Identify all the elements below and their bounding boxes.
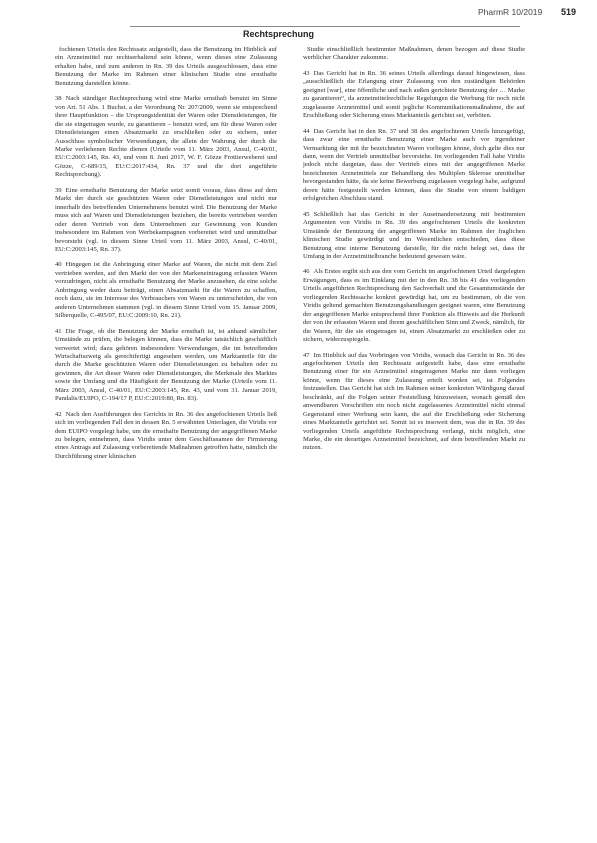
paragraph-text: Im Hinblick auf das Vorbringen von Viridis, wonach das Gericht in Rn. 36 des angefochtenen Urteils den Rechtssatz aufgestellt habe, dass eine ernsthafte Benutzung einer für ein Arzneimittel eingetragenen Marke nur dann vorliegen könne, wenn für dieses eine Zulassung erteilt worden sei, ist Folgendes festzustellen. Das Gericht hat sich im Rahmen seiner konkreten Würdigung darauf beschränkt, auf die Folgen seiner Feststellung hinzuweisen, wonach gemäß den anwendbaren Vorschriften ein noch nicht zugelassenes Arzneimittel nicht einmal Gegenstand einer Werbung sein kann, die auf die Erschließung oder Sicherung eines Marktanteils gerichtet sei. Somit ist es insoweit dem, was die in Rn. 39 des vorliegenden Urteils angeführte Rechtsprechung verlangt, nicht möglich, eine Marke, die ein derartiges Arzneimittel bezeichnet, auf dem betreffenden Markt zu nutzen. [303, 351, 525, 452]
paragraph-text: Die Frage, ob die Benutzung der Marke ernsthaft ist, ist anhand sämtlicher Umstände zu prüfen, die belegen können, dass die Marke tatsächlich geschäftlich verwertet wird; dazu gehören insbesondere Verwendungen, die im betreffenden Wirtschaftszweig als gerechtfertigt angesehen werden, um Marktanteile für die durch die Marke geschützten Waren oder Dienstleistungen zu behalten oder zu gewinnen, die Art dieser Waren oder Dienstleistungen, die Merkmale des Marktes sowie der Umfang und die Häufigkeit der Benutzung der Marke (Urteile vom 11. März 2003, Ansul, C-40/01, EU:C:2003:145, Rn. 43, und vom 31. Januar 2019, Pandalis/EUIPO, C-194/17 P, EU:C:2019:80, Rn. 83). [55, 327, 277, 403]
paragraph [303, 211, 525, 262]
paragraph-text: Studie einschließlich bestimmter Maßnahmen, denen bezogen auf diese Studie werblicher Charakter zukomme. [303, 46, 525, 62]
paragraph [55, 328, 277, 404]
paragraph-number: 38 [55, 95, 62, 103]
paragraph [55, 95, 277, 180]
paragraph-text: Das Gericht hat in den Rn. 37 und 38 des angefochtenen Urteils hinzugefügt, dass zwar eine ernsthafte Benutzung einer Marke auch vor irgendeiner Vermarktung der mit ihr bezeichneten Waren vorliegen könne, doch gelte dies nur dann, wenn der Vertrieb unmittelbar bevorstehe. Im vorliegenden Fall habe Viridis jedoch nicht dargetan, dass der Vertrieb eines mit der angegriffenen Marke bezeichneten Arzneimittels zur Behandlung des Multiplen Sklerose unmittelbar bevorgestanden hätte, da sie keine Bewerbung zugelassen vorgelegt habe, aufgrund deren hätte festgestellt werden können, dass die Studie von einem baldigen erfolgreichen Abschluss stand. [303, 127, 525, 203]
paragraph-number: 39 [55, 186, 62, 194]
paragraph [55, 261, 277, 320]
paragraph-text: Schließlich hat das Gericht in der Auseinandersetzung mit bestimmten Argumenten von Viridis in Rn. 39 des angefochtenen Urteils die konkreten Umstände der Benutzung der angegriffenen Marke im Rahmen der fraglichen klinischen Studie gewürdigt und im Wesentlichen entschieden, dass diese Benutzung eine interne Benutzung darstelle, für die nicht belegt sei, dass ihr Umfang in der Arzneimittelbranche bedeutend gewesen wäre. [303, 210, 525, 260]
paragraph-text: Nach ständiger Rechtsprechung wird eine Marke ernsthaft benutzt im Sinne von Art. 51 Abs. 1 Buchst. a der Verordnung Nr. 207/2009, wenn sie entsprechend ihrer Hauptfunktion – die Ursprungsidentität der Waren oder Dienstleistungen, für die sie eingetragen wurde, zu garantieren – benutzt wird, um für diese Waren oder Dienstleistungen einen Absatzmarkt zu erschließen oder zu sichern, unter Ausschluss symbolischer Verwendungen, die allein der Wahrung der durch die Marke verliehenen Rechte dienen (Urteile vom 11. März 2003, Ansul, C-40/01, EU:C:2003:145, Rn. 43, und vom 8. Juni 2017, W. F. Gözze Frottierweberei und Gözze, C-689/15, EU:C:2017:434, Rn. 37 und die dort angeführte Rechtsprechung). [55, 95, 277, 179]
right-column [303, 46, 525, 460]
paragraph-number: 40 [55, 261, 62, 269]
paragraph-number: 43 [303, 69, 310, 77]
paragraph-text: Das Gericht hat in Rn. 36 seines Urteils allerdings darauf hingewiesen, dass „ausschließlich die Erlangung einer Zulassung von den zuständigen Behörden geeignet [war], eine öffentliche und nach außen gerichtete Benutzung der … Marke zu garantieren“, da arzneimittelrechtliche Regelungen die Werbung für noch nicht zugelassene Arzneimittel und somit jegliche Kommunikationsmaßnahme, die auf Erschließung oder Sicherung eines Marktanteils gerichtet sei, verböten. [303, 69, 525, 120]
paragraph [303, 46, 525, 63]
paragraph-text: Als Erstes ergibt sich aus den vom Gericht im angefochtenen Urteil dargelegten Erwägungen, dass es im Einklang mit der in den Rn. 38 bis 41 des vorliegenden Urteils angeführten Rechtsprechung den Sachverhalt und die Gesamtumstände der vorliegenden Rechtssache konkret gewürdigt hat, um zu bestimmen, ob die von Viridis geltend gemachten Benutzungshandlungen geeignet waren, eine Benutzung der angegriffenen Marke entsprechend ihrer Funktion als Hinweis auf die Herkunft der von ihr erfassten Waren und ihrem geschäftlichen Sinn und Zweck, nämlich, für die Waren, für die sie eingetragen ist, einen Absatzmarkt zu erschließen oder zu sichern, widerzuspiegeln. [303, 268, 525, 344]
paragraph-number: 42 [55, 410, 62, 418]
paragraph-text: Hingegen ist die Anbringung einer Marke auf Waren, die nicht mit dem Ziel vertrieben werden, auf den Markt der von der Markeneintragung erfassten Waren vorzudringen, nicht als ernsthafte Benutzung der Marke anzusehen, da eine solche Anbringung weder dazu beiträgt, einen Absatzmarkt für die Waren zu schaffen, noch dazu, sie im Interesse des Verbrauchers von Waren zu unterscheiden, die von anderen Unternehmen stammen (vgl. in diesem Sinne Urteil vom 15. Januar 2009, Silberquelle, C-495/07, EU:C:2009:10, Rn. 21). [55, 261, 277, 320]
paragraph-text: fochtenen Urteils den Rechtssatz aufgestellt, dass die Benutzung im Hinblick auf ein Arzneimittel nur rechtserhaltend sein könne, wenn dieses eine Zulassung erhalten habe, und zum anderen in Rn. 39 des Urteils ausgeschlossen, dass eine Benutzung der Marke im Rahmen einer klinischen Studie eine ernsthafte Benutzung darstellen könne. [55, 46, 277, 87]
paragraph-number: 44 [303, 127, 310, 135]
header-rule [130, 26, 520, 27]
paragraph-text: Nach den Ausführungen des Gerichts in Rn. 36 des angefochtenen Urteils ließ sich im vorliegenden Fall den in dessen Rn. 5 erwähnten Unterlagen, die Viridis vor dem EUIPO vorgelegt habe, um die ernsthafte Benutzung der angegriffenen Marke zu belegen, entnehmen, dass Viridis unter dem Geschäftsnamen der Firmierung eines Antrags auf Zulassung vorbereitende Maßnahmen getroffen hatte, nämlich die Durchführung einer klinischen [55, 410, 277, 460]
paragraph-number: 41 [55, 327, 62, 335]
paragraph [303, 128, 525, 204]
paragraph [55, 411, 277, 462]
page-number: 519 [561, 7, 577, 17]
paragraph-number: 45 [303, 210, 310, 218]
journal-title: PharmR 10/2019 [478, 7, 543, 17]
paragraph-number: 46 [303, 268, 310, 276]
section-title: Rechtsprechung [243, 29, 315, 39]
paragraph-number: 47 [303, 351, 310, 359]
paragraph [55, 46, 277, 88]
paragraph [303, 352, 525, 453]
paragraph-text: Eine ernsthafte Benutzung der Marke setzt somit voraus, dass diese auf dem Markt der durch sie geschützten Waren oder Dienstleistungen und nicht nur innerhalb des betreffenden Unternehmens benutzt wird. Die Benutzung der Marke muss sich auf Waren und Dienstleistungen beziehen, die bereits vertrieben werden oder deren Vertrieb von dem Unternehmen zur Gewinnung von Kunden insbesondere im Rahmen von Werbekampagnen vorbereitet wird und unmittelbar bevorsteht (vgl. in diesem Sinne Urteil vom 11. März 2003, Ansul, C-40/01, EU:C:2003:145, Rn. 37). [55, 186, 277, 253]
paragraph [55, 187, 277, 255]
paragraph [303, 70, 525, 121]
left-column [55, 46, 277, 468]
paragraph [303, 268, 525, 344]
